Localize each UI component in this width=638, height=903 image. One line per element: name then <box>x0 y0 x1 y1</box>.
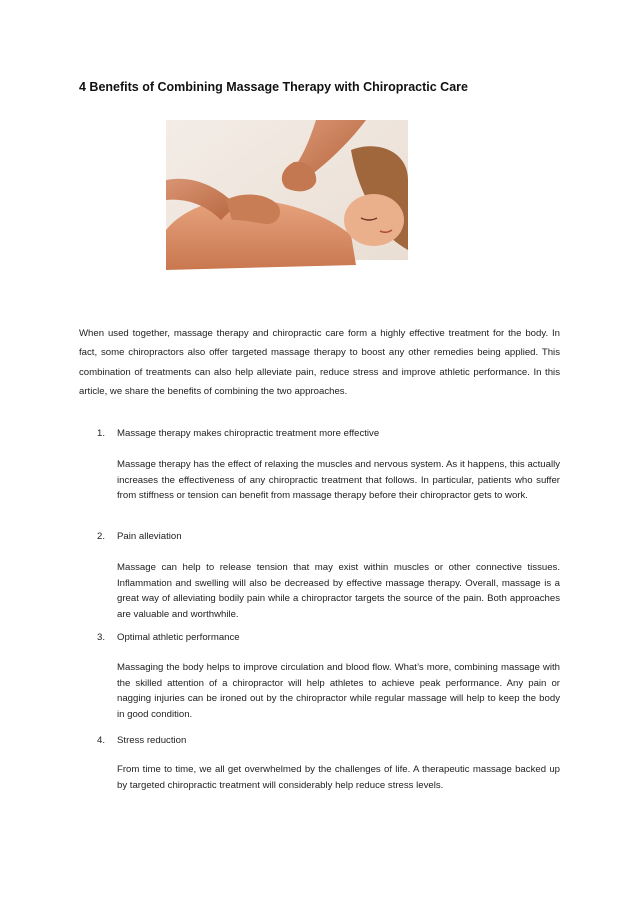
intro-paragraph: When used together, massage therapy and chiropractic care form a highly effective treatment for the body. In fact, some chiropractors also offer targeted massage therapy to boost any other remedies being applied. This combination of treatments can also help alleviate pain, reduce stress and improve athletic performance. In this article, we share the benefits of combining the two approaches. <box>79 328 560 397</box>
list-item-body: From time to time, we all get overwhelmed by the challenges of life. A therapeutic massage backed up by targeted chiropractic treatment will considerably help reduce stress levels. <box>117 764 560 791</box>
list-item-number: 4. <box>97 735 106 746</box>
list-item-number: 3. <box>97 632 106 643</box>
list-item-body: Massage therapy has the effect of relaxing the muscles and nervous system. As it happens, this actually increases the effectiveness of any chiropractic treatment that follows. In particular, patients who suffer from stiffness or tension can benefit from massage therapy before their chiropractor gets to work. <box>117 459 560 502</box>
list-item-number: 2. <box>97 531 106 542</box>
list-item-body: Massaging the body helps to improve circulation and blood flow. What’s more, combining massage with the skilled attention of a chiropractor will help athletes to achieve peak performance. Any pain or nagging injuries can be ironed out by the chiropractor while regular massage will help to keep the body in good condition. <box>117 662 560 720</box>
list-item-title: Massage therapy makes chiropractic treatment more effective <box>117 428 380 439</box>
list-item-heading <box>97 427 379 441</box>
list-item-title: Pain alleviation <box>117 531 182 542</box>
list-item-heading <box>97 530 182 544</box>
list-item-title: Optimal athletic performance <box>117 632 240 643</box>
list-item-title: Stress reduction <box>117 735 187 746</box>
list-item-heading <box>97 631 240 645</box>
massage-photo <box>166 120 408 284</box>
list-item-heading <box>97 734 186 748</box>
page-title: 4 Benefits of Combining Massage Therapy with Chiropractic Care <box>79 80 468 94</box>
list-item-body: Massage can help to release tension that may exist within muscles or other connective tissues. Inflammation and swelling will also be decreased by effective massage therapy. Overall, massage is a great way of alleviating bodily pain while a chiropractor targets the source of the pain. Both approaches are valuable and worthwhile. <box>117 562 560 620</box>
list-item-number: 1. <box>97 428 106 439</box>
massage-photo-icon <box>166 120 408 284</box>
